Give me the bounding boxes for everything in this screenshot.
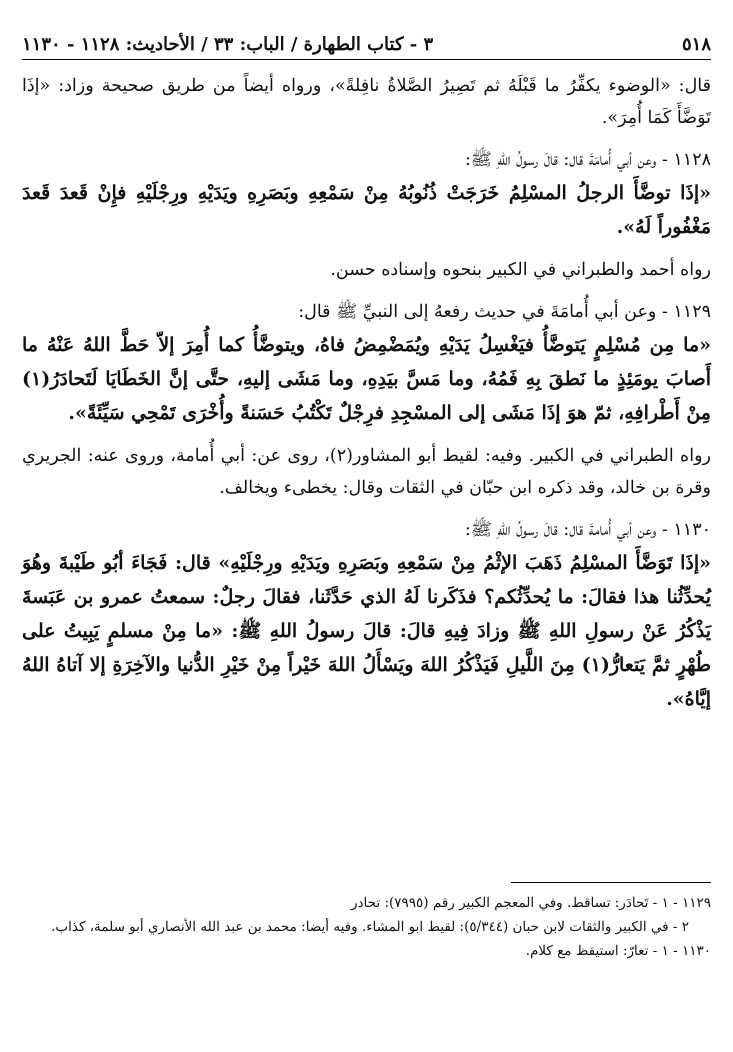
running-title: ٣ - كتاب الطهارة / الباب: ٣٣ / الأحاديث: ١١٢٨ - ١١٣٠ <box>22 34 434 55</box>
footnote-1130-1: ١١٣٠ - ١ - تعارّ: استيقظ مع كلام. <box>525 943 711 959</box>
footnote-1129-1: ١١٢٩ - ١ - تَحادَر: تساقط. وفي المعجم الكبير رقم (٧٩٩٥): تحادر <box>351 895 711 911</box>
hadith-1130-text: «إذَا تَوَضَّأَ المسْلِمُ ذَهَبَ الإثْمُ مِنْ سَمْعِهِ وبَصَرِهِ ويَدَيْهِ ورِجْلَيْهِ» قال: فَجَاءَ أبُو طَيْبةَ وهُوَ يُحدِّثُنا هذا فقالَ: ما يُحدِّثُكم؟ فذَكَرنا لَهُ الذي حَدَّثَنا، فقالَ رجلٌ: سمعتُ عمرو بن عَبَسةَ يَذْكُرُ عَنْ رسولِ اللهِ ﷺ وزادَ فِيهِ قالَ: قالَ رسولُ اللهِ ﷺ: «ما مِنْ مسلمٍ يَبِيتُ على طُهْرٍ ثمَّ يَتعارُّ(١) مِنَ اللَّيلِ فَيَذْكُرُ اللهَ ويَسْأَلُ اللهَ خَيْراً مِنْ خَيْرِ الدُّنيا والآخِرَةِ إلا آتاهُ اللهُ إيَّاهُ». <box>22 552 711 710</box>
hadith-1128-source: رواه أحمد والطبراني في الكبير بنحوه وإسناده حسن. <box>330 260 711 280</box>
hadith-1130-intro: ١١٣٠ - وعن أبي أُمامةَ قال: قالَ رسولُ اللهِ ﷺ: <box>464 520 711 540</box>
hadith-1128-intro: ١١٢٨ - وعن أبي أُمامَةَ قال: قالَ رسولُ اللهِ ﷺ: <box>464 150 711 170</box>
hadith-1129-intro: ١١٢٩ - وعن أبي أُمامَةَ في حديث رفعهُ إلى النبيِّ ﷺ قال: <box>298 302 711 322</box>
footnotes <box>22 882 711 963</box>
running-header <box>22 34 711 60</box>
hadith-1129-source: رواه الطبراني في الكبير. وفيه: لقيط أبو المشاور(٢)، روى عن: أبي أُمامة، وروى عنه: الجريري وقرة بن خالد، وقد ذكره ابن حبّان في الثقات وقال: يخطىء ويخالف. <box>22 446 711 498</box>
page-number: ٥١٨ <box>681 34 711 55</box>
hadith-1128-text: «إذَا توضَّأَ الرجلُ المسْلِمُ خَرَجَتْ ذُنُوبُهُ مِنْ سَمْعِهِ وبَصَرِهِ ويَدَيْهِ ورِجْلَيْهِ فإِنْ قَعدَ قَعدَ مَغْفُوراً لَهُ». <box>22 182 711 238</box>
paragraph-continuation: قال: «الوضوء يكفِّرُ ما قَبْلَهُ ثم تَصِيرُ الصَّلاةُ نافِلةً»، ورواه أيضاً من طريق صحيحة وزاد: «إذَا تَوَضَّأَ كَمَا أُمِرَ». <box>22 76 711 128</box>
hadith-1129-text: «ما مِن مُسْلِمٍ يَتوضَّأُ فيَغْسِلُ يَدَيْهِ ويُمَضْمِضُ فاهُ، ويتوضَّأُ كما أُمِرَ إلاّ حَطَّ اللهُ عَنْهُ ما أَصابَ يومَئِذٍ ما نَطقَ بِهِ فَمُهُ، وما مَسَّ بيَدِهِ، وما مَشَى إليهِ، حتَّى إنَّ الخَطَايَا لَتَحادَرُ(١) مِنْ أَطْرافِهِ، ثمّ هوَ إذَا مَشَى إلى المسْجِدِ فرِجْلٌ تَكْتُبُ حَسَنةً وأُخْرَى تَمْحِي سَيِّئَةً». <box>22 334 711 424</box>
footnote-1129-2: ٢ - في الكبير والثقات لابن حبان (٥/٣٤٤): لقيط ابو المشاء. وفيه أيضا: محمد بن عبد الله الأنصاري أبو سلمة، كذاب. <box>51 919 689 935</box>
footnote-rule <box>511 882 711 883</box>
page-body <box>22 34 711 716</box>
